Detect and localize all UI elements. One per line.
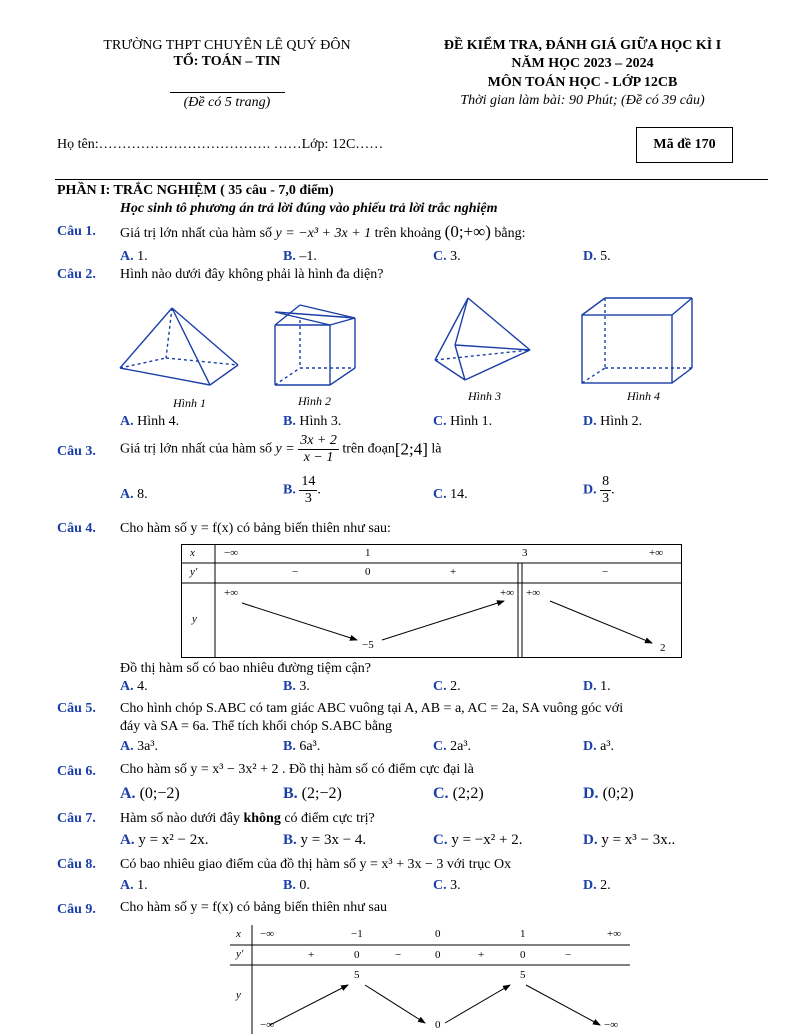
- q5-option-d[interactable]: D. a³.: [583, 739, 615, 754]
- q7-number: Câu 7.: [57, 811, 96, 826]
- q4-y-val: 2: [660, 642, 666, 654]
- q2-figures: [110, 290, 710, 390]
- q9-y-val: −∞: [604, 1019, 619, 1031]
- q9-yp-val: 0: [520, 949, 526, 961]
- q9-yp-val: 0: [435, 949, 441, 961]
- q4-y-val: +∞: [224, 587, 239, 599]
- figure-2-caption: Hình 2: [298, 394, 331, 408]
- subject: MÔN TOÁN HỌC - LỚP 12CB: [487, 75, 678, 90]
- q4-x-val: +∞: [649, 547, 664, 559]
- student-name-line: Họ tên:………………………………. ……Lớp: 12C……: [57, 137, 384, 152]
- page-count: (Đề có 5 trang): [183, 95, 271, 110]
- q9-x-val: −∞: [260, 928, 275, 940]
- figure-4-cube: [582, 298, 692, 383]
- q9-x-val: −1: [351, 928, 363, 940]
- q8-number: Câu 8.: [57, 857, 96, 872]
- q5-option-b[interactable]: B. 6a³.: [283, 739, 321, 754]
- q3-option-b[interactable]: B. $\frac{14}{3}$ .: [283, 474, 321, 506]
- exam-code: Mã đề 170: [636, 127, 733, 163]
- q4-yp-val: −: [292, 566, 299, 578]
- q4-option-d[interactable]: D. 1.: [583, 679, 611, 694]
- q6-option-a[interactable]: A. (0;−2): [120, 785, 180, 802]
- q1-stem: Giá trị lớn nhất của hàm số y = −x³ + 3x + 1 trên khoảng (0;+∞) bằng:: [120, 222, 526, 241]
- figure-3-caption: Hình 3: [468, 389, 501, 403]
- q9-yp-val: −: [565, 949, 572, 961]
- q4-y-val: −5: [362, 639, 374, 651]
- q1-option-c[interactable]: C. 3.: [433, 249, 461, 264]
- q7-stem: Hàm số nào dưới đây không có điểm cực trị?: [120, 811, 375, 826]
- q1-option-a[interactable]: A. 1.: [120, 249, 148, 264]
- q6-option-d[interactable]: D. (0;2): [583, 785, 634, 802]
- q9-yp-val: +: [308, 949, 315, 961]
- figure-1-pyramid: [120, 308, 238, 385]
- q7-option-c[interactable]: C. y = −x² + 2.: [433, 832, 523, 848]
- school-name: TRƯỜNG THPT CHUYÊN LÊ QUÝ ĐÔN: [103, 38, 351, 53]
- section-divider: [55, 179, 768, 180]
- q4-x-val: −∞: [224, 547, 239, 559]
- q8-option-b[interactable]: B. 0.: [283, 878, 310, 893]
- q7-option-d[interactable]: D. y = x³ − 3x..: [583, 832, 676, 848]
- q6-stem: Cho hàm số y = x³ − 3x² + 2 . Đồ thị hàm số có điểm cực đại là: [120, 762, 474, 777]
- department: TỔ: TOÁN – TIN: [173, 54, 281, 69]
- q6-number: Câu 6.: [57, 764, 96, 779]
- q7-option-a[interactable]: A. y = x² − 2x.: [120, 832, 209, 848]
- q9-y-val: 5: [520, 969, 526, 981]
- q9-x-val: 0: [435, 928, 441, 940]
- q1-option-b[interactable]: B. –1.: [283, 249, 317, 264]
- figure-1-caption: Hình 1: [173, 396, 206, 410]
- q8-option-a[interactable]: A. 1.: [120, 878, 148, 893]
- q4-option-a[interactable]: A. 4.: [120, 679, 148, 694]
- q4-option-c[interactable]: C. 2.: [433, 679, 461, 694]
- q9-number: Câu 9.: [57, 902, 96, 917]
- q3-fraction: $\frac{3x + 2}{x - 1}$: [300, 433, 337, 465]
- q1-formula: y = −x³ + 3x + 1: [275, 226, 372, 241]
- q1-option-d[interactable]: D. 5.: [583, 249, 611, 264]
- q4-y-val: +∞: [526, 587, 541, 599]
- q9-y-val: 5: [354, 969, 360, 981]
- q8-option-c[interactable]: C. 3.: [433, 878, 461, 893]
- q4-x-label: x: [190, 547, 195, 559]
- q3-number: Câu 3.: [57, 444, 96, 459]
- q9-yp-val: 0: [354, 949, 360, 961]
- q9-x-label: x: [236, 928, 241, 940]
- figure-2-prism: [275, 305, 355, 385]
- q2-option-a[interactable]: A. Hình 4.: [120, 414, 180, 429]
- q9-x-val: +∞: [607, 928, 622, 940]
- q5-stem-line2: đáy và SA = 6a. Thể tích khối chóp S.ABC bằng: [120, 719, 393, 734]
- q9-x-val: 1: [520, 928, 526, 940]
- q2-option-d[interactable]: D. Hình 2.: [583, 414, 643, 429]
- q4-y-val: +∞: [500, 587, 515, 599]
- q1-interval: (0;+∞): [444, 222, 491, 241]
- q8-option-d[interactable]: D. 2.: [583, 878, 611, 893]
- q3-option-c[interactable]: C. 14.: [433, 487, 468, 502]
- figure-3-polyhedron: [435, 298, 530, 380]
- q3-option-a[interactable]: A. 8.: [120, 487, 148, 502]
- q9-yp-label: y′: [236, 948, 244, 960]
- exam-title: ĐỀ KIỂM TRA, ĐÁNH GIÁ GIỮA HỌC KÌ I: [443, 38, 722, 53]
- q4-option-b[interactable]: B. 3.: [283, 679, 310, 694]
- q4-stem: Cho hàm số y = f(x) có bảng biến thiên như sau:: [120, 521, 391, 536]
- q5-number: Câu 5.: [57, 701, 96, 716]
- q9-yp-val: −: [395, 949, 402, 961]
- header-divider: [170, 92, 285, 93]
- q2-option-b[interactable]: B. Hình 3.: [283, 414, 342, 429]
- q5-option-c[interactable]: C. 2a³.: [433, 739, 472, 754]
- exam-time: Thời gian làm bài: 90 Phút; (Đề có 39 câu): [460, 93, 705, 108]
- q3-stem: Giá trị lớn nhất của hàm số y = $\frac{3x + 2}{x - 1}$ trên đoạn[2;4] là: [120, 433, 442, 465]
- q4-variation-table: [181, 544, 682, 658]
- school-year: NĂM HỌC 2023 – 2024: [511, 56, 654, 71]
- q9-y-val: 0: [435, 1019, 441, 1031]
- q6-option-c[interactable]: C. (2;2): [433, 785, 484, 802]
- q5-stem-line1: Cho hình chóp S.ABC có tam giác ABC vuông tại A, AB = a, AC = 2a, SA vuông góc với: [120, 701, 624, 716]
- q4-y-label: y: [192, 613, 197, 625]
- q6-option-b[interactable]: B. (2;−2): [283, 785, 342, 802]
- part-instruction: Học sinh tô phương án trả lời đúng vào phiếu trả lời trắc nghiệm: [120, 201, 498, 216]
- q4-x-val: 1: [365, 547, 371, 559]
- q2-number: Câu 2.: [57, 267, 96, 282]
- q9-variation-table: [230, 925, 630, 1034]
- q4-yp-val: −: [602, 566, 609, 578]
- q5-option-a[interactable]: A. 3a³.: [120, 739, 159, 754]
- q4-yp-val: 0: [365, 566, 371, 578]
- q2-stem: Hình nào dưới đây không phải là hình đa diện?: [120, 267, 384, 282]
- q2-option-c[interactable]: C. Hình 1.: [433, 414, 493, 429]
- q4-question: Đồ thị hàm số có bao nhiêu đường tiệm cận?: [120, 661, 371, 676]
- q4-x-val: 3: [522, 547, 528, 559]
- q7-option-b[interactable]: B. y = 3x − 4.: [283, 832, 367, 848]
- q4-yp-val: +: [450, 566, 457, 578]
- q8-stem: Có bao nhiêu giao điểm của đồ thị hàm số y = x³ + 3x − 3 với trục Ox: [120, 857, 512, 872]
- q4-number: Câu 4.: [57, 521, 96, 536]
- q9-stem: Cho hàm số y = f(x) có bảng biến thiên như sau: [120, 900, 388, 915]
- figure-4-caption: Hình 4: [627, 389, 660, 403]
- q4-yp-label: y′: [190, 566, 198, 578]
- q9-yp-val: +: [478, 949, 485, 961]
- q9-y-val: −∞: [260, 1019, 275, 1031]
- q1-number: Câu 1.: [57, 224, 96, 239]
- q3-option-d[interactable]: D. $\frac{8}{3}$ .: [583, 474, 615, 506]
- q9-y-label: y: [236, 989, 241, 1001]
- part-title: PHẦN I: TRẮC NGHIỆM ( 35 câu - 7,0 điểm): [57, 183, 334, 198]
